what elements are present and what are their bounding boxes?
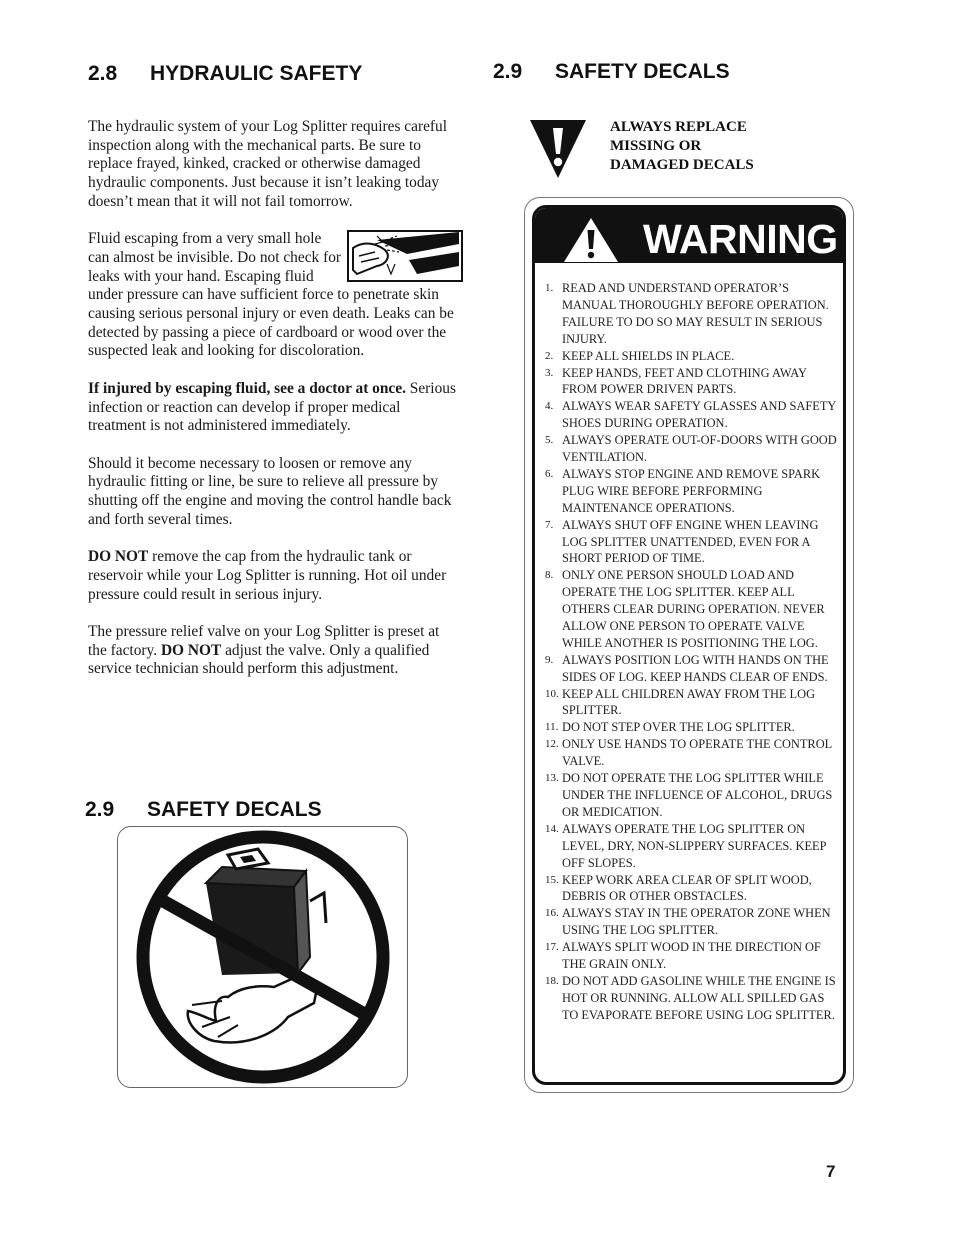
warning-item: [545, 821, 841, 872]
section-heading-safety-decals-right: [493, 60, 730, 84]
paragraph-escaping-fluid-text: Fluid escaping from a very small hole can almost be invisible. Do not check for leaks with your hand. Escaping fluid under pressure can have sufficient force to penetrate skin causing serious personal injury or even death. Leaks can be detected by passing a piece of cardboard or wood over the suspected leak and looking for discoloration.: [88, 230, 454, 360]
replace-decals-line: MISSING OR: [610, 138, 702, 154]
paragraph-tank-cap: [88, 548, 460, 604]
warning-item: [545, 770, 841, 821]
section-title: SAFETY DECALS: [555, 60, 730, 83]
warning-item-text: ALWAYS POSITION LOG WITH HANDS ON THE SIDES OF LOG. KEEP HANDS CLEAR OF ENDS.: [562, 652, 829, 684]
no-hand-under-wedge-icon: [118, 827, 407, 1087]
warning-item: [545, 939, 841, 973]
warning-item: [545, 686, 841, 720]
warning-item-text: KEEP HANDS, FEET AND CLOTHING AWAY FROM POWER DRIVEN PARTS.: [562, 365, 807, 397]
warning-item-number: 18.: [545, 974, 559, 987]
relief-valve-text-end: adjust the valve. Only a qualified service technician should perform this adjustment.: [88, 641, 430, 678]
exclamation-triangle-icon: [528, 118, 588, 180]
warning-item-number: 4.: [545, 400, 554, 413]
warning-item: [545, 398, 841, 432]
warning-item: [545, 736, 841, 770]
replace-decals-notice: [528, 118, 828, 182]
warning-item-number: 11.: [545, 721, 559, 734]
injury-warning-bold: If injured by escaping fluid, see a doctor at once.: [88, 379, 406, 397]
warning-item-number: 2.: [545, 349, 554, 362]
section-title: HYDRAULIC SAFETY: [150, 62, 363, 85]
page-number: 7: [826, 1162, 836, 1181]
warning-item-text: ALWAYS STOP ENGINE AND REMOVE SPARK PLUG WIRE BEFORE PERFORMING MAINTENANCE OPERATIONS.: [562, 466, 821, 515]
warning-banner: [535, 208, 843, 263]
warning-item-number: 16.: [545, 907, 559, 920]
warning-item-text: READ AND UNDERSTAND OPERATOR’S MANUAL THOROUGHLY BEFORE OPERATION. FAILURE TO DO SO MAY RESULT IN SERIOUS INJURY.: [562, 281, 829, 346]
warning-item-text: KEEP WORK AREA CLEAR OF SPLIT WOOD, DEBRIS OR OTHER OBSTACLES.: [562, 872, 812, 904]
injury-warning-text: Serious infection or reaction can develop if proper medical treatment is not administered immediately.: [88, 379, 456, 435]
replace-decals-line: DAMAGED DECALS: [610, 157, 754, 173]
paragraph-inspection: The hydraulic system of your Log Splitter requires careful inspection along with the mechanical parts. Be sure to replace frayed, kinked, cracked or otherwise damaged hydraulic components. Just because it isn’t leaking today doesn’t mean that it will not fail tomorrow.: [88, 118, 448, 210]
warning-item: [545, 652, 841, 686]
section-number: 2.9: [493, 60, 523, 83]
warning-item-text: DO NOT ADD GASOLINE WHILE THE ENGINE IS HOT OR RUNNING. ALLOW ALL SPILLED GAS TO EVAPORATE BEFORE USING LOG SPLITTER.: [562, 973, 836, 1022]
paragraph-escaping-fluid: [88, 230, 460, 361]
warning-item-number: 17.: [545, 941, 559, 954]
warning-item: [545, 872, 841, 906]
section-number: 2.8: [88, 62, 118, 85]
replace-decals-line: ALWAYS REPLACE: [610, 119, 747, 135]
warning-item: [545, 348, 841, 365]
warning-item-text: ALWAYS SPLIT WOOD IN THE DIRECTION OF THE GRAIN ONLY.: [562, 940, 821, 971]
do-not-bold: DO NOT: [88, 548, 149, 566]
section-title: SAFETY DECALS: [147, 798, 322, 821]
paragraph-relief-valve: [88, 623, 460, 679]
warning-item: [545, 567, 841, 651]
paragraph-injury: [88, 380, 460, 436]
warning-item-text: KEEP ALL SHIELDS IN PLACE.: [562, 348, 735, 363]
warning-item-text: ALWAYS STAY IN THE OPERATOR ZONE WHEN USING THE LOG SPLITTER.: [562, 906, 831, 938]
warning-item: [545, 432, 841, 466]
warning-item-number: 13.: [545, 772, 559, 785]
warning-item-text: ONLY ONE PERSON SHOULD LOAD AND OPERATE THE LOG SPLITTER. KEEP ALL OTHERS CLEAR DURING OPERATION. NEVER ALLOW ONE PERSON TO OPERATE VALVE WHILE ANOTHER IS POSITIONING THE LOG.: [562, 568, 825, 650]
do-not-bold: DO NOT: [160, 641, 222, 659]
no-hand-decal: [117, 826, 408, 1088]
warning-list: [545, 280, 841, 1024]
warning-item: [545, 905, 841, 939]
warning-item-text: ALWAYS WEAR SAFETY GLASSES AND SAFETY SHOES DURING OPERATION.: [562, 399, 836, 431]
warning-triangle-icon: [563, 217, 619, 263]
warning-decal: [524, 197, 854, 1093]
warning-item-number: 1.: [545, 282, 554, 294]
warning-item: [545, 973, 841, 1024]
warning-item-number: 12.: [545, 738, 559, 751]
warning-decal-inner: [532, 205, 846, 1085]
warning-item: [545, 365, 841, 399]
relief-valve-text-start: The pressure relief valve on your Log Splitter is preset at the factory.: [88, 622, 440, 659]
warning-item: [545, 466, 841, 517]
warning-item: [545, 719, 841, 736]
warning-item-number: 5.: [545, 434, 554, 447]
warning-item-text: ONLY USE HANDS TO OPERATE THE CONTROL VALVE.: [562, 737, 832, 769]
warning-item-number: 6.: [545, 467, 554, 480]
hand-near-hose-icon: [347, 230, 463, 282]
warning-item-text: ALWAYS OPERATE OUT-OF-DOORS WITH GOOD VENTILATION.: [562, 433, 837, 464]
warning-item: [545, 517, 841, 568]
warning-item-number: 14.: [545, 822, 559, 835]
warning-item-number: 3.: [545, 366, 554, 379]
tank-cap-text: remove the cap from the hydraulic tank or reservoir while your Log Splitter is running. Hot oil under pressure could result in serious injury.: [88, 548, 447, 603]
section-number: 2.9: [85, 798, 115, 821]
warning-item-number: 15.: [545, 873, 559, 886]
warning-item-number: 10.: [545, 687, 559, 700]
paragraph-relieve-pressure: Should it become necessary to loosen or remove any hydraulic fitting or line, be sure to relieve all pressure by shutting off the engine and moving the control handle back and forth several times.: [88, 454, 452, 528]
warning-word: WARNING: [643, 216, 838, 262]
section-heading-safety-decals-left: [85, 798, 322, 822]
warning-item-number: 9.: [545, 653, 554, 666]
warning-item-text: ALWAYS OPERATE THE LOG SPLITTER ON LEVEL, DRY, NON-SLIPPERY SURFACES. KEEP OFF SLOPES.: [562, 821, 827, 870]
warning-item-text: DO NOT STEP OVER THE LOG SPLITTER.: [562, 720, 795, 735]
section-heading-hydraulic-safety: [88, 62, 362, 86]
warning-item-text: DO NOT OPERATE THE LOG SPLITTER WHILE UNDER THE INFLUENCE OF ALCOHOL, DRUGS OR MEDICATION.: [562, 771, 833, 819]
hydraulic-safety-body: [88, 118, 460, 698]
warning-item-text: KEEP ALL CHILDREN AWAY FROM THE LOG SPLITTER.: [562, 686, 816, 718]
replace-decals-text: [610, 118, 754, 175]
warning-item: [545, 280, 841, 347]
warning-item-number: 8.: [545, 569, 554, 582]
warning-item-number: 7.: [545, 518, 554, 531]
warning-item-text: ALWAYS SHUT OFF ENGINE WHEN LEAVING LOG SPLITTER UNATTENDED, EVEN FOR A SHORT PERIOD OF TIME.: [562, 517, 819, 566]
